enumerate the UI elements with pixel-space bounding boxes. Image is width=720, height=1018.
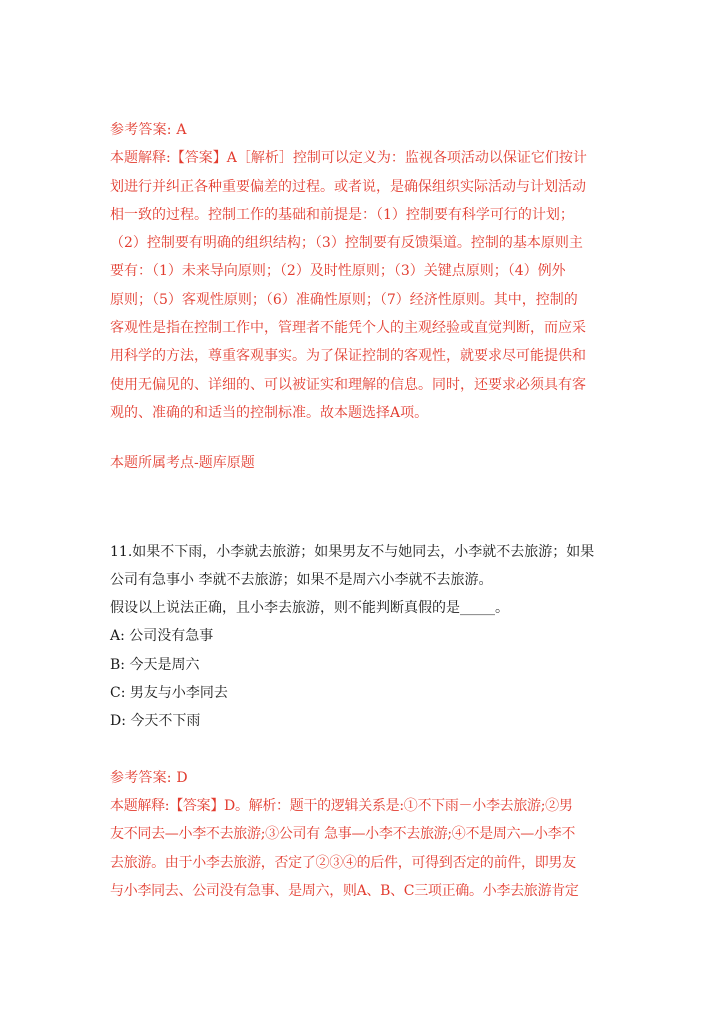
question-stem-line: 公司有急事小 李就不去旅游；如果不是周六小李就不去旅游。	[110, 571, 493, 588]
question-block	[110, 538, 615, 736]
explanation-line: 客观性是指在控制工作中，管理者不能凭个人的主观经验或直觉判断，而应采	[110, 320, 586, 337]
explanation-line: 与小李同去、公司没有急事、是周六，则A、B、C三项正确。小李去旅游肯定	[110, 882, 579, 899]
explanation-paragraph	[110, 792, 615, 905]
explanation-line: 友不同去—小李不去旅游;③公司有 急事—小李不去旅游;④不是周六—小李不	[110, 826, 576, 843]
explanation-line: 划进行并纠正各种重要偏差的过程。或者说，是确保组织实际活动与计划活动	[110, 178, 586, 195]
answer-block-1	[110, 116, 615, 478]
option-d: D: 今天不下雨	[110, 713, 201, 730]
explanation-line: 用科学的方法，尊重客观事实。为了保证控制的客观性，就要求尽可能提供和	[110, 348, 586, 365]
answer-label: 参考答案: A	[110, 122, 187, 138]
document-content	[110, 116, 615, 905]
option-b: B: 今天是周六	[110, 656, 200, 673]
explanation-line: 要有：（1）未来导向原则；（2）及时性原则；（3）关键点原则；（4）例外	[110, 263, 566, 280]
explanation-line: （2）控制要有明确的组织结构；（3）控制要有反馈渠道。控制的基本原则主	[110, 235, 583, 252]
explanation-line: 本题解释:【答案】D。解析：题干的逻辑关系是:①不下雨－小李去旅游;②男	[110, 797, 573, 814]
explanation-line: 相一致的过程。控制工作的基础和前提是：（1）控制要有科学可行的计划；	[110, 206, 574, 223]
answer-label: 参考答案: D	[110, 769, 188, 786]
option-list	[110, 622, 615, 735]
question-stem-line: 假设以上说法正确，且小李去旅游，则不能判断真假的是_____。	[110, 600, 509, 617]
explanation-line: 观的、准确的和适当的控制标准。故本题选择A项。	[110, 404, 429, 421]
explanation-line: 使用无偏见的、详细的、可以被证实和理解的信息。同时，还要求必须具有客	[110, 376, 586, 393]
question-stem	[110, 538, 615, 623]
option-a: A: 公司没有急事	[110, 628, 214, 645]
explanation-line: 原则；（5）客观性原则；（6）准确性原则；（7）经济性原则。其中，控制的	[110, 291, 578, 308]
explanation-line: 去旅游。由于小李去旅游，否定了②③④的后件，可得到否定的前件，即男友	[110, 854, 576, 871]
option-c: C: 男友与小李同去	[110, 685, 228, 702]
explanation-line: 本题解释:【答案】A［解析］控制可以定义为：监视各项活动以保证它们按计	[110, 150, 587, 167]
category-label: 本题所属考点-题库原题	[110, 455, 255, 472]
explanation-paragraph	[110, 144, 615, 427]
question-stem-line: 11.如果不下雨，小李就去旅游；如果男友不与她同去，小李就不去旅游；如果	[110, 543, 595, 560]
answer-block-2	[110, 764, 615, 905]
